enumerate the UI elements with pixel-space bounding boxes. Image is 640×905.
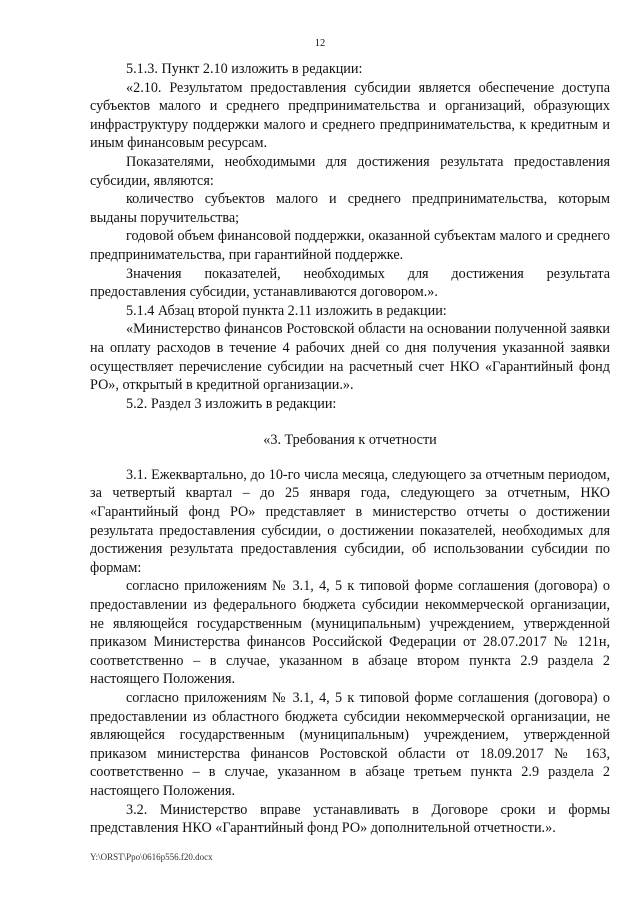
paragraph: 5.1.3. Пункт 2.10 изложить в редакции: <box>126 61 363 77</box>
page-number: 12 <box>314 38 326 49</box>
paragraph: «2.10. Результатом предоставления субсидии является обеспечение доступа субъектов малого и среднего предпринимательства и организаций, образующих инфраструктуру поддержки малого и среднего предпринимательства, к кредитным и иным финансовым ресурсам. <box>90 79 610 152</box>
section-heading: «3. Требования к отчетности <box>263 432 437 449</box>
paragraph: Показателями, необходимыми для достижения результата предоставления субсидии, являются: <box>90 153 610 189</box>
footer-file-path: Y:\ORST\Ppo\0616p556.f20.docx <box>90 852 213 862</box>
paragraph: 5.2. Раздел 3 изложить в редакции: <box>126 395 337 412</box>
paragraph: 5.1.4 Абзац второй пункта 2.11 изложить в редакции: <box>126 302 447 319</box>
paragraph: согласно приложениям № 3.1, 4, 5 к типовой форме соглашения (договора) о предоставлении из федерального бюджета субсидии некоммерческой организации, не являющейся государственным (муниципальным) учреждением, утвержденной приказом Министерства финансов Российской Федерации от 28.07.2017 № 121н, соответственно – в случае, указанном в абзаце втором пункта 2.9 раздела 2 настоящего Положения. <box>90 578 610 688</box>
paragraph: количество субъектов малого и среднего предпринимательства, которым выданы поручительства; <box>90 191 610 226</box>
paragraph: 3.1. Ежеквартально, до 10-го числа месяца, следующего за отчетным периодом, за четвертый квартал – до 25 января года, следующего за отчетным, НКО «Гарантийный фонд РО» представляет в министерство отчеты о достижении результата предоставления субсидии, о достижении показателей, необходимых для достижения результата предоставления субсидии, об использовании субсидии по формам: <box>90 466 610 576</box>
paragraph: годовой объем финансовой поддержки, оказанной субъектам малого и среднего предпринимательства, при гарантийной поддержке. <box>90 228 610 263</box>
paragraph: «Министерство финансов Ростовской области на основании полученной заявки на оплату расходов в течение 4 рабочих дней со дня получения указанной заявки осуществляет перечисление субсидии на расчетный счет НКО «Гарантийный фонд РО», открытый в кредитной организации.». <box>90 321 610 394</box>
paragraph: согласно приложениям № 3.1, 4, 5 к типовой форме соглашения (договора) о предоставлении из областного бюджета субсидии некоммерческой организации, не являющейся государственным (муниципальным) учреждением, утвержденной приказом министерства финансов Ростовской области от 18.09.2017 № 163, соответственно – в случае, указанном в абзаце третьем пункта 2.9 раздела 2 настоящего Положения. <box>90 690 610 799</box>
document-body <box>90 60 610 838</box>
paragraph: Значения показателей, необходимых для достижения результата предоставления субсидии, устанавливаются договором.». <box>90 265 610 301</box>
paragraph: 3.2. Министерство вправе устанавливать в Договоре сроки и формы представления НКО «Гарантийный фонд РО» дополнительной отчетности.». <box>90 801 610 837</box>
